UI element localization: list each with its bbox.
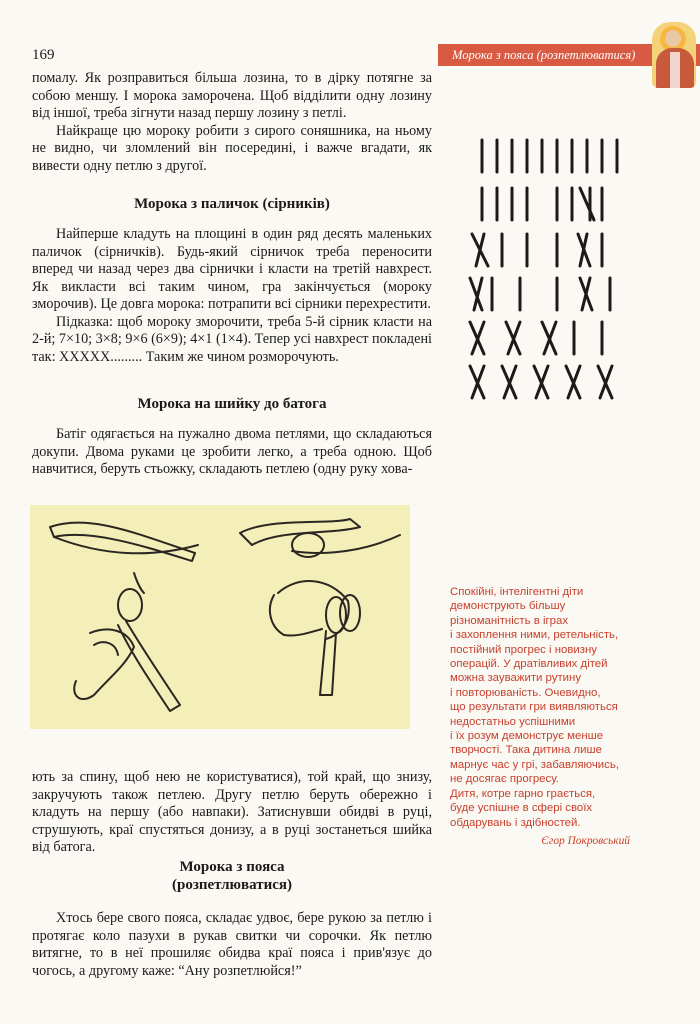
sticks-paragraph-2: Підказка: щоб мороку зморочити, треба 5-й сірник класти на 2-й; 7×10; 3×8; 9×6 (6×9); 4×1 (1×4). Тепер усі навхрест покладені так: XXXXX......... Таким же чином розморочують.	[32, 313, 432, 365]
sidebar-quote	[450, 585, 630, 848]
section-title-sticks: Морока з паличок (сірників)	[134, 196, 330, 212]
whip-text-bottom	[32, 769, 432, 857]
quote-author: Єгор Покровський	[541, 834, 630, 847]
whip-paragraph-2: ють за спину, щоб нею не користуватися), той край, що знизу, закручують також петлею. Другу петлю беруть обережно і кладуть на першу (або навпаки). Затиснувши обидві в руці, струшують, краї спустяться донизу, а в руці зостанеться шийка від батога.	[32, 769, 432, 855]
ribbon-illustration	[30, 505, 410, 729]
quote-line: операцій. У дратівливих дітей	[450, 658, 608, 671]
quote-line: демонструють більшу	[450, 600, 566, 613]
sticks-paragraph-1: Найперше кладуть на площині в один ряд десять маленьких паличок (сірничків). Будь-який сірничок треба переносити вперед чи назад через два сірнички і класти на третій навхрест. Як викласти всі таким чином, гра закінчується (мороку зморочив). Це довга морока: потрапити всі сірники перехрестити.	[32, 226, 432, 312]
section-title-belt-1: Морока з пояса	[179, 859, 285, 875]
quote-line: марнує час у грі, забавляючись,	[450, 758, 619, 771]
intro-text	[32, 70, 432, 175]
quote-line: Дитя, котре гарно грається,	[450, 787, 596, 800]
quote-line: недостатньо успішними	[450, 715, 576, 728]
quote-line: обдарувань і здібностей.	[450, 816, 581, 829]
belt-text	[32, 910, 432, 980]
whip-paragraph-1: Батіг одягається на пужално двома петлями, що складаються докупи. Двома руками це зробити легко, а треба одною. Щоб навчитися, беруть стьожку, складають петлею (одну руку хова-	[32, 426, 432, 477]
saint-icon	[652, 22, 696, 88]
quote-line: і захоплення ними, ретельність,	[450, 629, 619, 642]
ribbon-drawing	[30, 505, 410, 729]
quote-line: можна зауважити рутину	[450, 672, 582, 685]
quote-line: різноманітність в іграх	[450, 614, 569, 627]
page-number: 169	[32, 47, 55, 63]
quote-line: Спокійні, інтелігентні діти	[450, 586, 584, 598]
matches-diagram	[462, 130, 622, 410]
section-title-whip: Морока на шийку до батога	[137, 396, 327, 412]
belt-paragraph: Хтось бере свого пояса, складає удвоє, бере рукою за петлю і протягає коло пазухи в рукав свитки чи сорочки. Як петлю витягне, то в неї прошиляє обидва краї пояса і прив'язує до чогось, а другому каже: “Ану розпетлюйся!”	[32, 910, 432, 979]
quote-line: постійний прогрес і новизну	[450, 643, 597, 656]
quote-line: не досягає прогресу.	[450, 773, 559, 786]
whip-text-top	[32, 426, 432, 479]
diagram-row-2	[482, 188, 602, 220]
section-title-belt-2: (розпетлюватися)	[171, 877, 293, 893]
diagram-row-1	[482, 140, 617, 172]
diagram-row-3	[472, 234, 602, 266]
intro-paragraph-1: помалу. Як розправиться більша лозина, то в дірку потягне за собою меншу. І морока заморочена. Щоб відділити одну лозину від іншої, треба зігнути назад першу лозину з петлі.	[32, 70, 432, 121]
diagram-row-4	[470, 278, 610, 310]
diagram-row-6	[470, 366, 612, 398]
quote-line: і їх розум демонструє менше	[450, 730, 604, 743]
quote-line: буде успішне в сфері своїх	[450, 802, 593, 815]
quote-line: і повторюваність. Очевидно,	[450, 686, 601, 699]
quote-line: що результати гри виявляються	[450, 701, 618, 714]
quote-line: творчості. Така дитина лише	[450, 744, 602, 757]
running-header: Морока з пояса (розпетлюватися)	[438, 44, 700, 66]
sticks-text	[32, 226, 432, 366]
diagram-row-5	[470, 322, 602, 354]
intro-paragraph-2: Найкраще цю мороку робити з сирого соняшника, на ньому не видно, чи зломлений він посередині, і важче вгадати, як вивести одну петлю з другої.	[32, 122, 432, 174]
